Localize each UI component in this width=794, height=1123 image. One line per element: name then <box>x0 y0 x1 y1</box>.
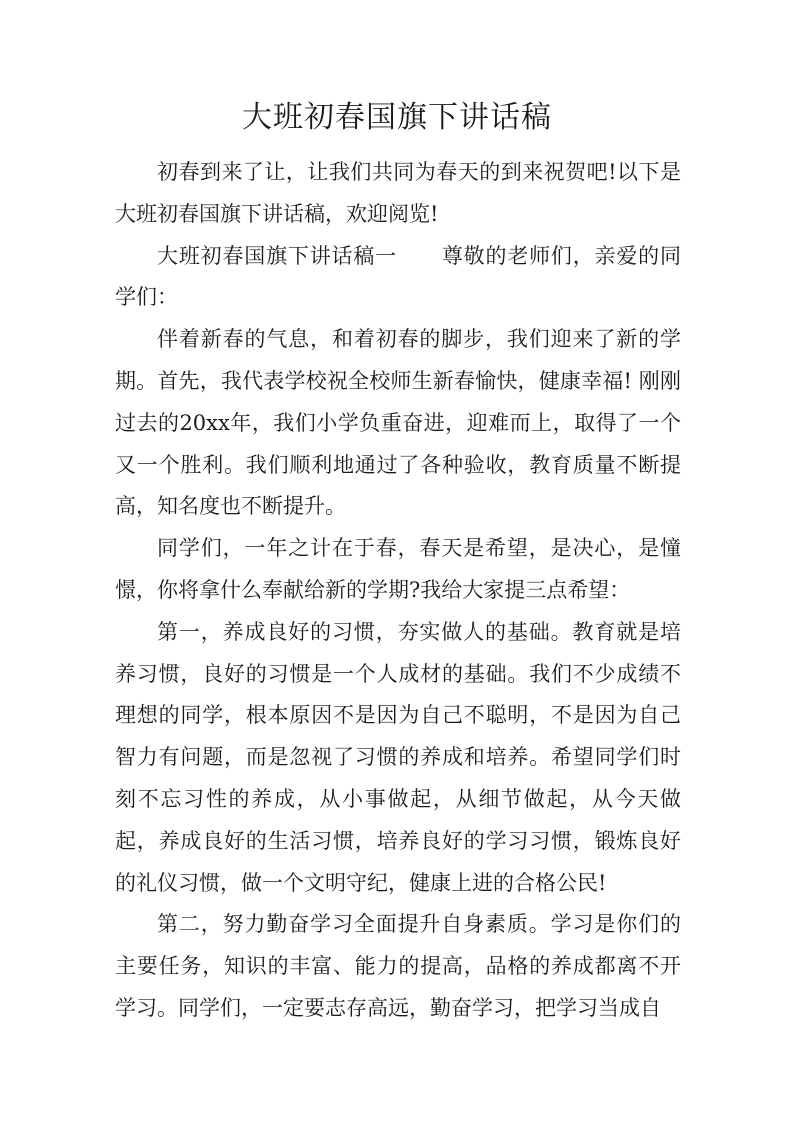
body-paragraph: 伴着新春的气息，和着初春的脚步，我们迎来了新的学期。首先，我代表学校祝全校师生新春愉快，健康幸福! 刚刚过去的20xx年，我们小学负重奋进，迎难而上，取得了一个又一个胜利。我们顺利地通过了各种验收，教育质量不断提高，知名度也不断提升。 <box>115 327 681 519</box>
speech-heading-paragraph <box>115 236 681 320</box>
speech-heading: 大班初春国旗下讲话稿一 <box>157 243 397 268</box>
document-body <box>115 152 681 1030</box>
salutation: 尊敬的老师们，亲爱的同学们： <box>115 243 681 310</box>
body-paragraph: 第一，养成良好的习惯，夯实做人的基础。教育就是培养习惯，良好的习惯是一个人成材的基础。我们不少成绩不理想的同学，根本原因不是因为自己不聪明，不是因为自己智力有问题，而是忽视了习惯的养成和培养。希望同学们时刻不忘习性的养成，从小事做起，从细节做起，从今天做起，养成良好的生活习惯，培养良好的学习习惯，锻炼良好的礼仪习惯，做一个文明守纪，健康上进的合格公民! <box>115 619 681 895</box>
intro-paragraph: 初春到来了让，让我们共同为春天的到来祝贺吧!以下是大班初春国旗下讲话稿，欢迎阅览! <box>115 160 681 226</box>
body-paragraph: 第二，努力勤奋学习全面提升自身素质。学习是你们的主要任务，知识的丰富、能力的提高，品格的养成都离不开学习。同学们，一定要志存高远，勤奋学习，把学习当成自 <box>115 912 681 1020</box>
body-paragraph: 同学们，一年之计在于春，春天是希望，是决心，是憧憬，你将拿什么奉献给新的学期?我给大家提三点希望： <box>115 536 681 602</box>
document-title: 大班初春国旗下讲话稿 <box>242 100 552 135</box>
